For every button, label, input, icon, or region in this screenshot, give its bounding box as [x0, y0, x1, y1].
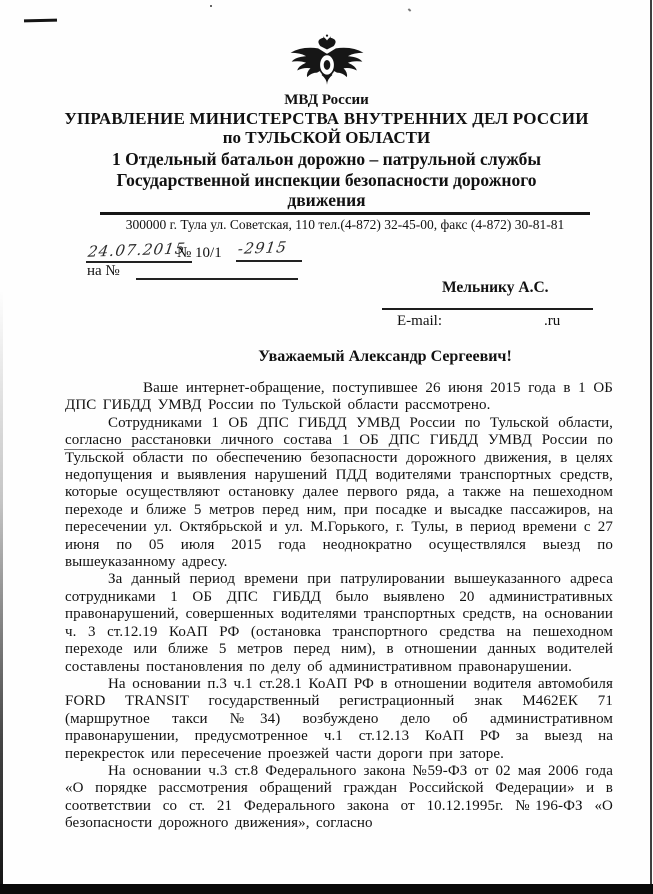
- org-name-short: МВД России: [284, 92, 369, 108]
- org-name-line1: УПРАВЛЕНИЕ МИНИСТЕРСТВА ВНУТРЕННИХ ДЕЛ РОССИИ: [64, 109, 589, 128]
- scan-bottom-bar: [0, 884, 653, 894]
- letterhead-divider: [100, 212, 590, 215]
- paragraph-3: За данный период времени при патрулировании вышеуказанного адреса сотрудниками 1 ОБ ДПС ГИБДД было выявлено 20 административных правонарушений, совершенных водителями транспортных средств, на основании ч. 3 ст.12.19 КоАП РФ (остановка транспортного средства на пешеходном переходе или ближе 5 метров перед ним), в отношении данных водителей составлены постановления по делу об административном правонарушении.: [65, 571, 613, 675]
- paragraph-4: На основании п.3 ч.1 ст.28.1 КоАП РФ в отношении водителя автомобиля FORD TRANSIT государственный регистрационный знак М462ЕК 71 (маршрутное такси №34) возбуждено дело об административном правонарушении, предусмотренное ч.1 ст.12.13 КоАП РФ за выезд на перекресток или пересечение проезжей части дороги при заторе.: [65, 675, 613, 762]
- scan-underline-artifact: [64, 449, 400, 450]
- outgoing-number-prefix: № 10/1: [177, 245, 222, 261]
- email-overline: [382, 308, 593, 310]
- reply-to-label: на №: [87, 263, 120, 279]
- scan-edge-left: [0, 290, 3, 894]
- reply-to-underline: [136, 278, 298, 280]
- org-name-line2: по ТУЛЬСКОЙ ОБЛАСТИ: [222, 128, 431, 147]
- org-contact-line: 300000 г. Тула ул. Советская, 110 тел.(4-872) 32-45-00, факс (4-872) 30-81-81: [125, 217, 565, 232]
- paragraph-2: Сотрудниками 1 ОБ ДПС ГИБДД УМВД России по Тульской области, согласно расстановки личного состава 1 ОБ ДПС ГИБДД УМВД России по Тульской области по обеспечению безопасности дорожного движения, в целях недопущения и выявления нарушений ПДД водителями транспортных средств, которые осуществляют остановку далее первого ряда, а также на пешеходном переходе и ближе 5 метров перед ним, при посадке и высадке пассажиров, на пересечении ул. Октябрьской и ул. М.Горького, г. Тулы, в период времени с 27 июня по 05 июля 2015 года неоднократно осуществлялся выезд по вышеуказанному адресу.: [65, 414, 613, 571]
- letter-body: [65, 380, 613, 833]
- salutation: Уважаемый Александр Сергеевич!: [258, 348, 512, 365]
- paragraph-5: На основании ч.3 ст.8 Федерального закона №59-ФЗ от 02 мая 2006 года «О порядке рассмотрения обращений граждан Российской Федерации» и в соответствии со ст. 21 Федерального закона от 10.12.1995г. №196-ФЗ «О безопасности дорожного движения», согласно: [65, 762, 613, 832]
- outgoing-number-handwritten: -2915: [236, 238, 289, 258]
- scan-speck: [408, 8, 412, 11]
- scan-speck: [210, 5, 212, 7]
- email-label: E-mail:: [397, 313, 442, 329]
- email-domain-suffix: .ru: [544, 313, 561, 329]
- scan-mark-topleft: [24, 19, 57, 23]
- org-unit-line2: Государственной инспекции безопасности дорожного движения: [116, 170, 537, 210]
- addressee-name: Мельнику А.С.: [442, 279, 549, 296]
- paragraph-1: Ваше интернет-обращение, поступившее 26 июня 2015 года в 1 ОБ ДПС ГИБДД УМВД России по Тульской области рассмотрено.: [65, 380, 613, 414]
- outgoing-date-handwritten: 24.07.2015: [86, 239, 188, 261]
- mvd-eagle-emblem-icon: [288, 34, 366, 87]
- letterhead: [0, 34, 653, 210]
- number-underline: [236, 260, 302, 262]
- org-unit-line1: 1 Отдельный батальон дорожно – патрульной службы: [111, 149, 542, 169]
